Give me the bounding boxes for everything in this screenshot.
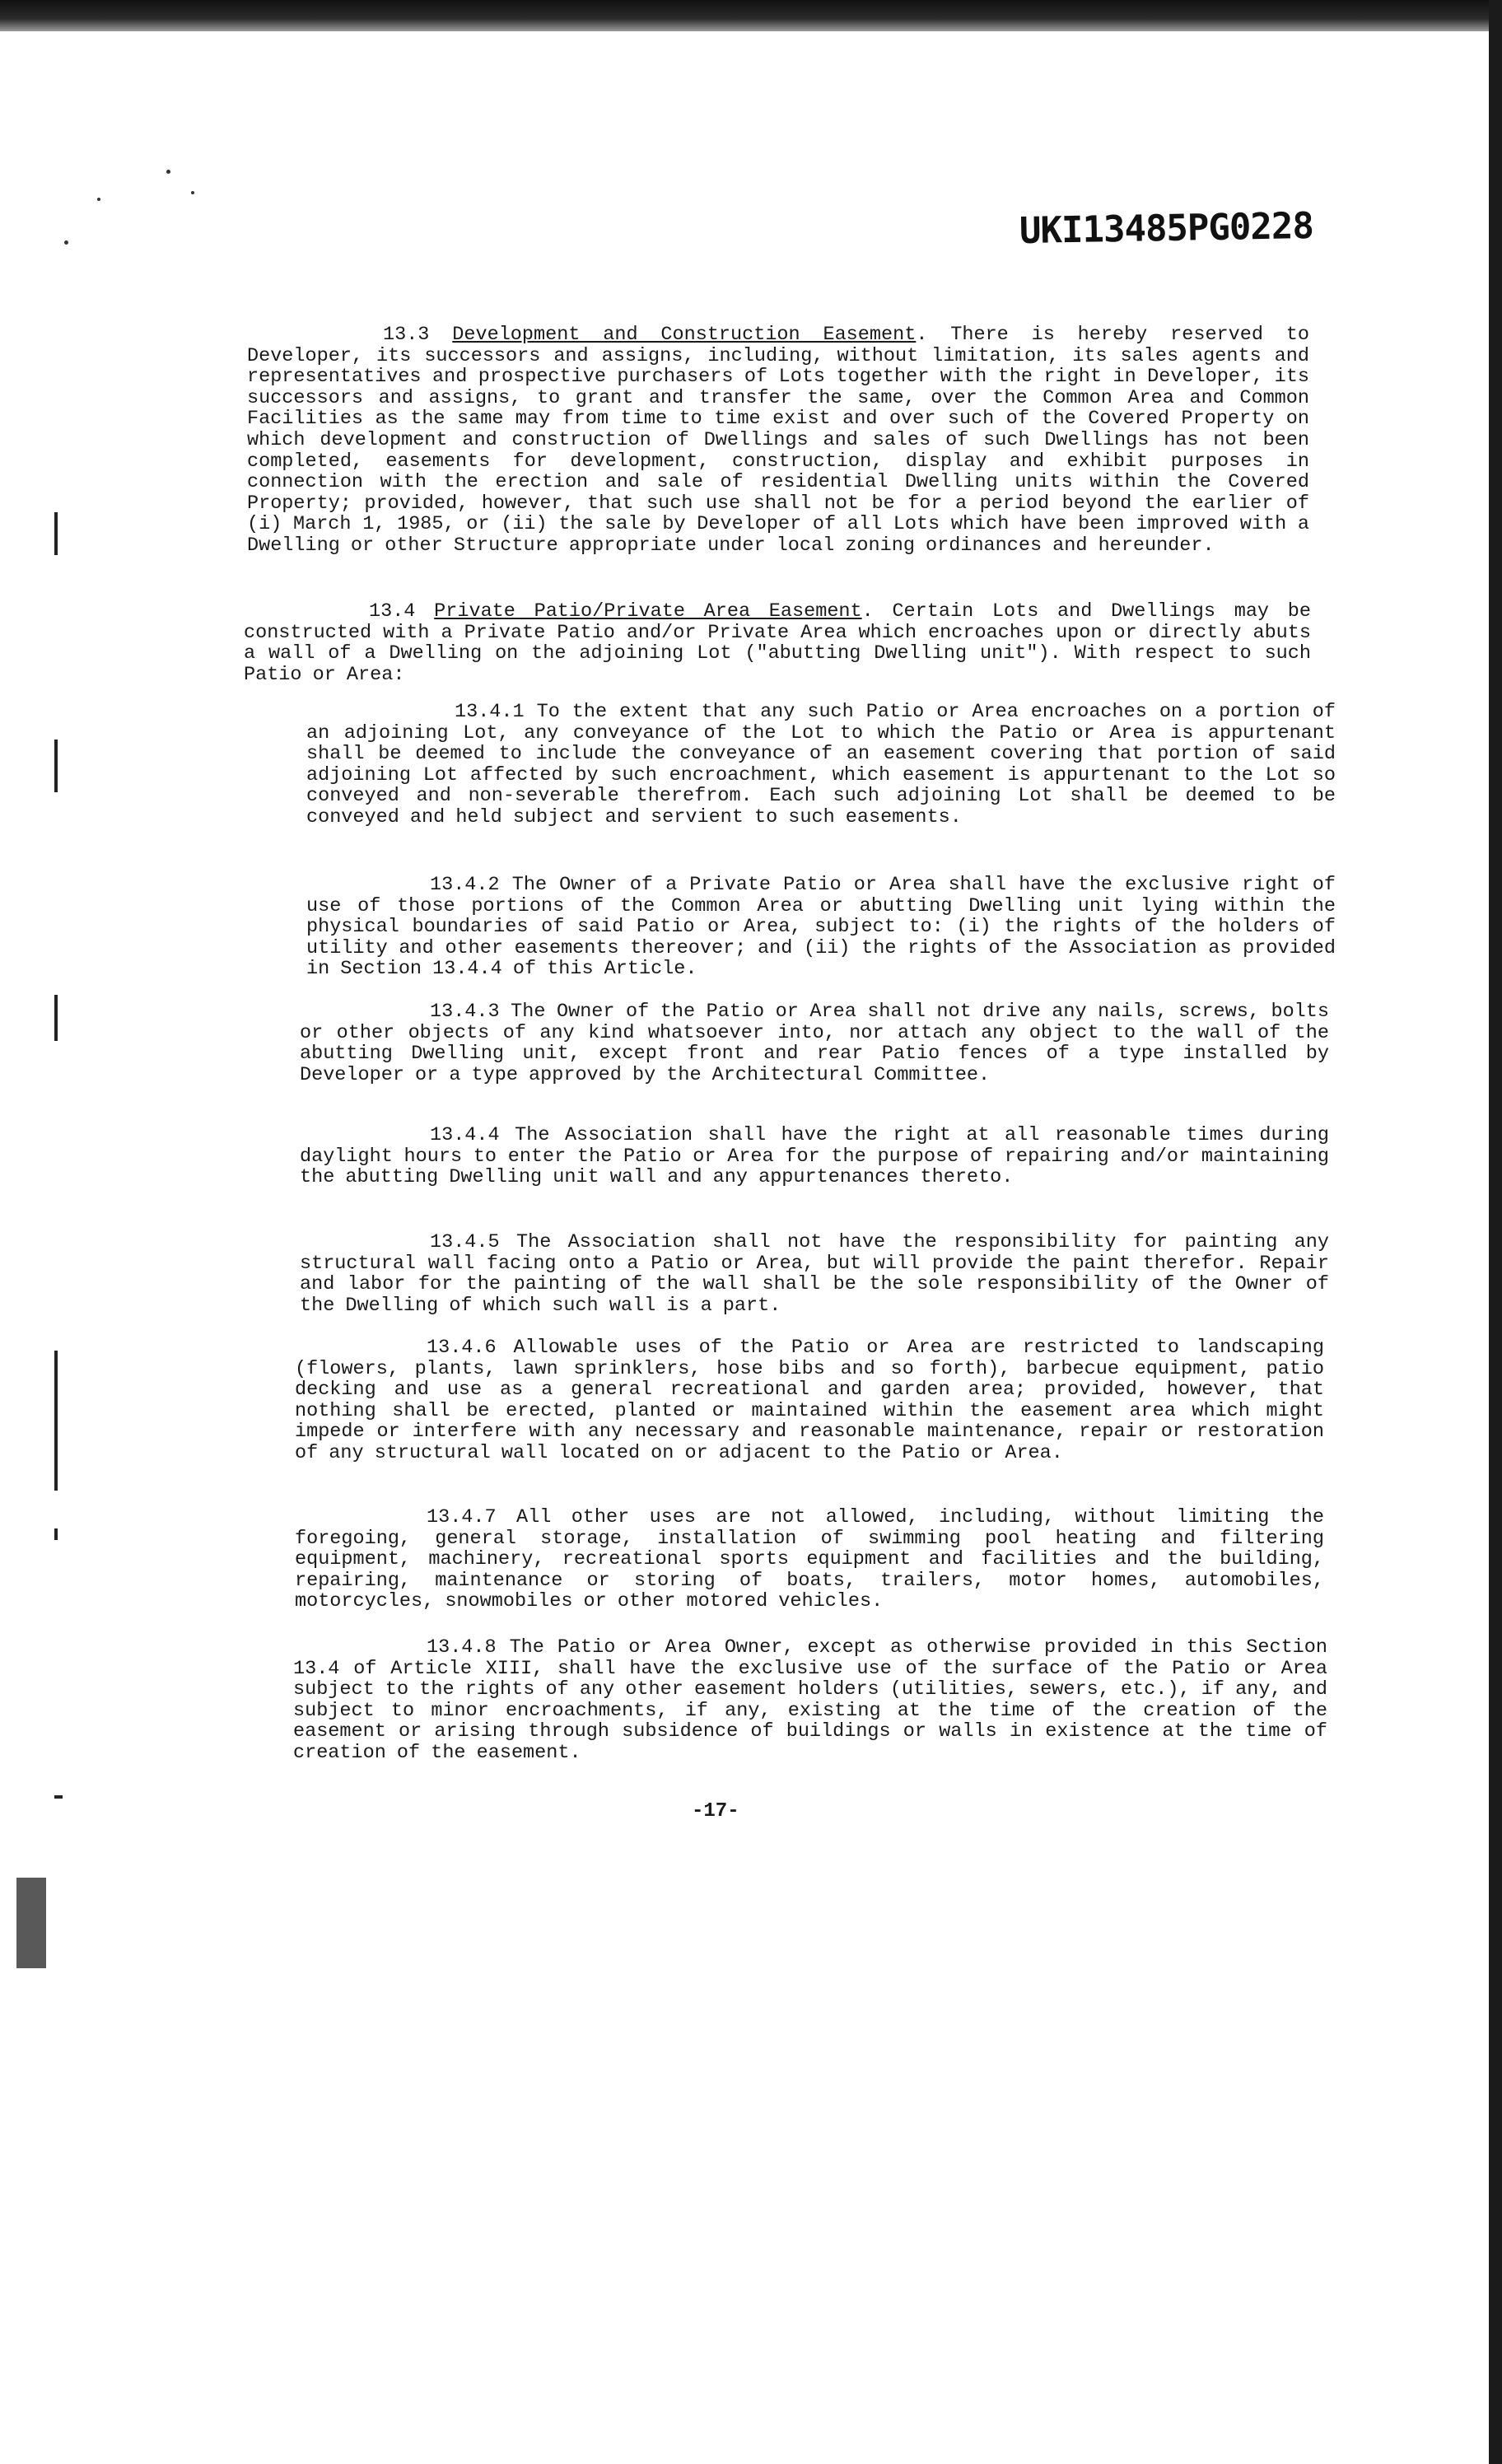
subsection-13-4-8 xyxy=(293,1637,1327,1764)
subsection-number: 13.4.2 xyxy=(430,874,500,896)
section-heading: Private Patio/Private Area Easement xyxy=(434,600,862,623)
section-text: . Certain Lots and Dwellings may be constructed with a Private Patio and/or Private Area which encroaches upon or directly abuts a wall of a Dwelling on the adjoining Lot ("abutting Dwelling unit"). With respect to such Patio or Area: xyxy=(244,600,1311,686)
subsection-13-4-5 xyxy=(300,1232,1329,1316)
subsection-13-4-1 xyxy=(306,702,1336,828)
subsection-text: The Association shall have the right at all reasonable times during daylight hours to enter the Patio or Area for the purpose of repairing and/or maintaining the abutting Dwelling unit wall and any appurtenances thereto. xyxy=(300,1124,1330,1189)
section-13-3 xyxy=(247,324,1309,557)
subsection-number: 13.4.5 xyxy=(430,1231,500,1253)
subsection-number: 13.4.8 xyxy=(427,1636,497,1659)
subsection-number: 13.4.6 xyxy=(427,1337,497,1359)
subsection-text: The Patio or Area Owner, except as otherwise provided in this Section 13.4 of Article XIII, shall have the exclusive use of the surface of the Patio or Area subject to the rights of any other easement holders (utilities, sewers, etc.), if any, and subject to minor encroachments, if any, existing at the time of the creation of the easement or arising through subsidence of buildings or walls in existence at the time of creation of the easement. xyxy=(293,1636,1327,1764)
subsection-number: 13.4.3 xyxy=(430,1001,500,1023)
subsection-text: The Owner of a Private Patio or Area shall have the exclusive right of use of those portions of the Common Area or abutting Dwelling unit lying within the physical boundaries of said Patio or Area, subject to: (i) the rights of the holders of utility and other easements thereover; and (ii) the rights of the Association as provided in Section 13.4.4 of this Article. xyxy=(306,874,1336,981)
subsection-text: The Owner of the Patio or Area shall not drive any nails, screws, bolts or other objects of any kind whatsoever into, nor attach any object to the wall of the abutting Dwelling unit, except front and rear Patio fences of a type installed by Developer or a type approved by the Architectural Committee. xyxy=(300,1001,1329,1086)
subsection-13-4-4 xyxy=(300,1125,1329,1188)
subsection-13-4-3 xyxy=(300,1001,1329,1085)
subsection-text: To the extent that any such Patio or Area encroaches on a portion of an adjoining Lot, any conveyance of the Lot to which the Patio or Area is appurtenant shall be deemed to include the conveyance of an easement covering that portion of said adjoining Lot affected by such encroachment, which easement is appurtenant to the Lot so conveyed and non-severable therefrom. Each such adjoining Lot shall be deemed to be conveyed and held subject and servient to such easements. xyxy=(306,701,1336,828)
section-number: 13.4 xyxy=(369,600,416,623)
subsection-13-4-6 xyxy=(295,1337,1324,1464)
book-page-stamp: UKI13485PG0228 xyxy=(1019,204,1314,253)
section-13-4 xyxy=(244,601,1311,685)
section-text: . There is hereby reserved to Developer, its successors and assigns, including, without limitation, its sales agents and representatives and prospective purchasers of Lots together with the right in Developer, its successors and assigns, to grant and transfer the same, over the Common Area and Common Facilities as the same may from time to time exist and over such of the Covered Property on which development and construction of Dwellings and sales of such Dwellings has not been completed, easements for development, construction, display and exhibit purposes in connection with the erection and sale of residential Dwelling units within the Covered Property; provided, however, that such use shall not be for a period beyond the earlier of (i) March 1, 1985, or (ii) the sale by Developer of all Lots which have been improved with a Dwelling or other Structure appropriate under local zoning ordinances and hereunder. xyxy=(247,324,1310,557)
section-number: 13.3 xyxy=(383,324,430,346)
subsection-13-4-2 xyxy=(306,875,1336,980)
subsection-number: 13.4.4 xyxy=(430,1124,500,1146)
page-number: -17- xyxy=(692,1800,739,1822)
subsection-number: 13.4.7 xyxy=(427,1506,497,1528)
subsection-text: Allowable uses of the Patio or Area are restricted to landscaping (flowers, plants, lawn sprinklers, hose bibs and so forth), barbecue equipment, patio decking and use as a general recreational and garden area; provided, however, that nothing shall be erected, planted or maintained within the easement area which might impede or interfere with any necessary and reasonable maintenance, repair or restoration of any structural wall located on or adjacent to the Patio or Area. xyxy=(295,1337,1324,1464)
section-heading: Development and Construction Easement xyxy=(452,324,917,346)
subsection-number: 13.4.1 xyxy=(455,701,525,723)
subsection-13-4-7 xyxy=(295,1507,1324,1612)
subsection-text: The Association shall not have the responsibility for painting any structural wall facing onto a Patio or Area, but will provide the paint therefor. Repair and labor for the painting of the wall shall be the sole responsibility of the Owner of the Dwelling of which such wall is a part. xyxy=(300,1231,1329,1317)
subsection-text: All other uses are not allowed, including, without limiting the foregoing, general storage, installation of swimming pool heating and filtering equipment, machinery, recreational sports equipment and facilities and the building, repairing, maintenance or storing of boats, trailers, motor homes, automobiles, motorcycles, snowmobiles or other motored vehicles. xyxy=(295,1506,1324,1613)
